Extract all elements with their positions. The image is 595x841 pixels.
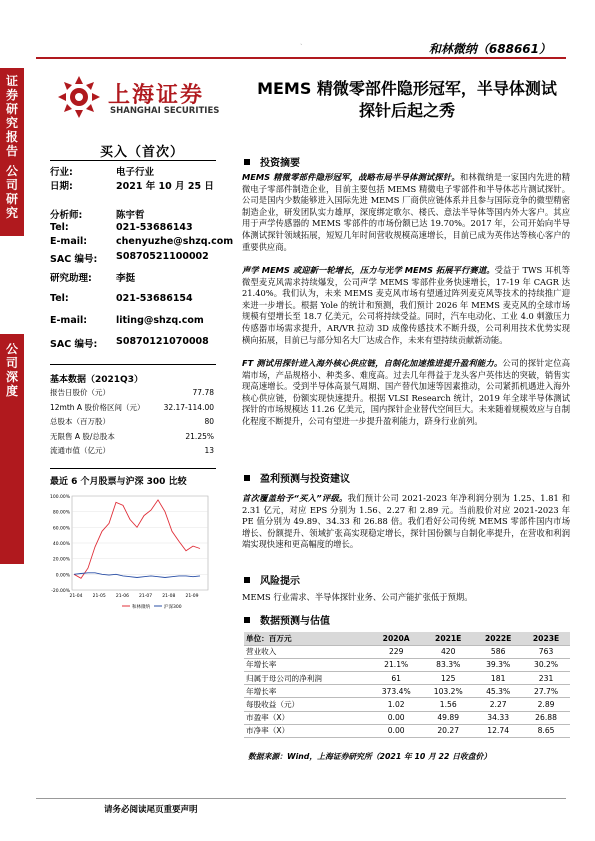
price-chart bbox=[48, 490, 214, 616]
paragraph-1-lead: MEMS 精微零部件隐形冠军，战略布局半导体测试探针。 bbox=[242, 172, 460, 182]
chart-legend-label: 和林微纳 bbox=[132, 605, 150, 610]
key-data-value: 21.25% bbox=[185, 431, 214, 441]
chart-ytick-label: 20.00% bbox=[52, 557, 70, 563]
info-key: Tel: bbox=[50, 222, 69, 233]
table-row-label: 年增长率 bbox=[246, 660, 277, 670]
table-row bbox=[244, 685, 570, 698]
table-cell: 2.89 bbox=[537, 700, 555, 710]
chart-series-line bbox=[74, 573, 200, 578]
table-cell: 1.02 bbox=[387, 700, 405, 710]
table-source: 数据来源：Wind，上海证券研究所（2021 年 10 月 22 日收盘价） bbox=[248, 752, 492, 761]
info-value: S0870121070008 bbox=[116, 336, 209, 347]
key-data-row bbox=[50, 430, 214, 444]
info-value: 021-53686143 bbox=[116, 222, 193, 233]
report-title-line1: MEMS 精微零部件隐形冠军，半导体测试 bbox=[257, 79, 557, 98]
table-cell: 420 bbox=[440, 647, 456, 657]
table-cell: 763 bbox=[538, 647, 554, 657]
info-key: 行业: bbox=[50, 167, 73, 178]
paragraph-4-body: 我们预计公司 2021-2023 年净利润分别为 1.25、1.81 和 2.31 亿元，对应 EPS 分别为 1.56、2.27 和 2.89 元。当前股价对应 2021-2023 年 PE 值分别为 49.89、34.33 和 26.88 倍。我们看好公司传统 MEMS 零部件国内市场增长、份额提升、领域扩张高实现稳定增长，探针国份额与自制化率提升，在营收和利润端实现快速和更高幅度的增长。 bbox=[242, 493, 570, 550]
bullet-square-icon bbox=[244, 577, 250, 583]
table-cell: 61 bbox=[391, 673, 402, 683]
table-cell: 21.1% bbox=[384, 660, 409, 670]
info-value: 李挺 bbox=[116, 273, 136, 284]
chart-xtick-label: 21-09 bbox=[185, 594, 199, 599]
rating-rule bbox=[50, 160, 216, 161]
table-row bbox=[244, 672, 570, 685]
table-cell: 229 bbox=[388, 647, 404, 657]
info-value[interactable]: chenyuzhe@shzq.com bbox=[116, 236, 234, 247]
section-table bbox=[244, 612, 330, 627]
table-cell: 49.89 bbox=[437, 713, 460, 723]
table-cell: 0.00 bbox=[387, 726, 405, 736]
paragraph-4-lead: 首次覆盖给予“买入”评级。 bbox=[242, 493, 348, 503]
section-summary-title: 投资摘要 bbox=[260, 158, 300, 169]
key-data-row bbox=[50, 415, 214, 429]
paragraph-2 bbox=[242, 265, 570, 346]
logo-emblem-icon bbox=[56, 74, 102, 120]
key-data-value: 77.78 bbox=[192, 388, 214, 397]
sidebar-bottom-band bbox=[0, 334, 24, 564]
info-value: 2021 年 10 月 25 日 bbox=[116, 181, 214, 192]
sidebar-gap bbox=[0, 236, 24, 334]
report-title bbox=[242, 78, 572, 122]
info-rule bbox=[50, 364, 216, 365]
sidebar-label-report: 证券研究报告 bbox=[5, 74, 18, 158]
key-data-label: 报告日股价（元） bbox=[50, 388, 110, 397]
chart-xtick-label: 21-05 bbox=[92, 594, 106, 599]
table-cell: 103.2% bbox=[433, 686, 463, 696]
table-row bbox=[244, 698, 570, 711]
table-header-cell: 2021E bbox=[422, 632, 474, 645]
table-cell: 0.00 bbox=[387, 713, 405, 723]
table-cell: 1.56 bbox=[439, 700, 457, 710]
info-key: SAC 编号: bbox=[50, 254, 98, 265]
table-cell: 231 bbox=[538, 673, 554, 683]
section-table-title: 数据预测与估值 bbox=[260, 616, 330, 627]
info-key: 分析师: bbox=[50, 210, 83, 221]
table-cell: 27.7% bbox=[533, 686, 559, 696]
table-row bbox=[244, 711, 570, 724]
paragraph-2-body: 受益于 TWS 耳机等微型麦克风需求持续爆发，公司声学 MEMS 零部件业务快速增长，17-19 年 CAGR 达 21.40%。我们认为，未来 MEMS 麦克风市场有望通过阵列麦克风等技术的持续推广迎来进一步增长。根据 Yole 的统计和预测，我们预计 2026 年 MEMS 麦克风的全球市场规模有望增长至 18.7 亿美元，公司将持续受益。同时，汽车电动化、工业 4.0 刺激压力传感器市场需求提升，AR/VR 拉动 3D 成像传感技术不断升级，公司利用技术优势实现横向拓展，目前已与部分知名大厂达成合作，未来有望持续贡献新动能。 bbox=[242, 265, 570, 345]
company-name: 和林微纳（688661） bbox=[428, 42, 551, 56]
paragraph-3-lead: FT 测试用探针进入海外核心供应链，自制化加速推进提升盈利能力。 bbox=[242, 358, 503, 368]
paragraph-3 bbox=[242, 358, 570, 428]
section-risk-title: 风险提示 bbox=[260, 576, 300, 587]
chart-ytick-label: 80.00% bbox=[52, 510, 70, 516]
table-row-label: 市净率（X） bbox=[246, 726, 290, 736]
sidebar-top-band bbox=[0, 68, 24, 236]
key-data-rule bbox=[50, 468, 216, 469]
table-header-row bbox=[244, 632, 570, 645]
chart-xtick-label: 21-08 bbox=[162, 594, 176, 599]
paragraph-2-lead: 声学 MEMS 或迎新一轮增长，压力与光学 MEMS 拓展平行赛道。 bbox=[242, 265, 495, 275]
footer-rule bbox=[36, 798, 566, 799]
table-row-label: 营业收入 bbox=[246, 647, 277, 657]
table-cell: 586 bbox=[490, 647, 506, 657]
key-data-row bbox=[50, 444, 214, 458]
info-value: 电子行业 bbox=[116, 167, 155, 178]
table-row bbox=[244, 645, 570, 658]
sidebar-label-depth: 公司深度 bbox=[5, 342, 18, 398]
table-header-cell: 2023E bbox=[522, 632, 570, 645]
table-cell: 39.3% bbox=[486, 660, 511, 670]
sidebar bbox=[0, 68, 24, 840]
table-cell: 125 bbox=[440, 673, 456, 683]
key-data-row bbox=[50, 386, 214, 400]
key-data-value: 80 bbox=[204, 417, 214, 426]
key-data-label: 无限售 A 股/总股本 bbox=[50, 431, 115, 441]
key-data-label: 总股本（百万股） bbox=[50, 417, 110, 426]
chart-ytick-label: 0.00% bbox=[55, 573, 70, 579]
table-row-label: 市盈率（X） bbox=[246, 713, 290, 723]
info-key: Tel: bbox=[50, 293, 69, 304]
table-cell: 181 bbox=[490, 673, 506, 683]
chart-ytick-label: 40.00% bbox=[52, 542, 70, 547]
table-header-cell: 单位：百万元 bbox=[244, 632, 370, 645]
table-cell: 12.74 bbox=[487, 726, 510, 736]
bullet-square-icon bbox=[244, 159, 250, 165]
table-cell: 373.4% bbox=[381, 686, 411, 696]
table-row bbox=[244, 658, 570, 671]
section-forecast bbox=[244, 470, 350, 485]
logo-text-cn: 上海证券 bbox=[108, 83, 205, 108]
info-key: SAC 编号: bbox=[50, 339, 98, 350]
table-row-label: 年增长率 bbox=[246, 686, 277, 696]
chart-xtick-label: 21-07 bbox=[139, 594, 153, 599]
table-header-cell: 2022E bbox=[474, 632, 522, 645]
rating: 买入（首次） bbox=[100, 145, 185, 160]
forecast-table bbox=[244, 632, 570, 738]
key-data-title: 基本数据（2021Q3） bbox=[50, 375, 143, 385]
sidebar-label-company: 公司研究 bbox=[5, 164, 18, 220]
info-value: S0870521100002 bbox=[116, 251, 209, 262]
table-cell: 20.27 bbox=[437, 726, 460, 736]
paragraph-4 bbox=[242, 493, 570, 551]
chart-ytick-label: -20.00% bbox=[51, 589, 70, 594]
table-cell: 83.3% bbox=[436, 660, 461, 670]
key-data-row bbox=[50, 401, 214, 415]
bullet-square-icon bbox=[244, 475, 250, 481]
chart-legend-label: 沪深300 bbox=[164, 605, 182, 610]
report-title-line2: 探针后起之秀 bbox=[358, 101, 455, 120]
footer-disclaimer: 请务必阅读尾页重要声明 bbox=[104, 805, 198, 815]
table-cell: 26.88 bbox=[535, 713, 557, 723]
chart-ytick-label: 60.00% bbox=[52, 526, 70, 532]
section-summary bbox=[244, 154, 300, 169]
table-cell: 2.27 bbox=[489, 700, 507, 710]
chart-xtick-label: 21-04 bbox=[69, 594, 83, 599]
paragraph-1-body: 和林微纳是一家国内先进的精微电子零部件制造企业，目前主要包括 MEMS 精微电子零部件和半导体芯片测试探针。公司是国内少数能够进入国际先进 MEMS 厂商供应链体系并且参与国际竞争的微型精密制造企业，研发团队实力雄厚，深度绑定歌尔、楼氏、意法半导体等国内外大客户。其应用于声学传感器的 MEMS 零部件的市场份额已达 19.70%。2017 年，公司开始向半导体测试探针领域拓展，短短几年时间营收规模高速增长，目前已成为英伟达等核心客户的重要供应商。 bbox=[242, 172, 570, 252]
info-key: E-mail: bbox=[50, 315, 88, 326]
logo-text-en: SHANGHAI SECURITIES bbox=[110, 106, 220, 116]
info-key: 研究助理: bbox=[50, 273, 92, 284]
key-data-label: 12mth A 股价格区间（元） bbox=[50, 402, 145, 412]
table-cell: 45.3% bbox=[486, 686, 511, 696]
key-data-label: 流通市值（亿元） bbox=[50, 446, 110, 455]
paragraph-1 bbox=[242, 172, 570, 253]
info-key: 日期: bbox=[50, 181, 73, 192]
bullet-square-icon bbox=[244, 617, 250, 623]
price-chart-title: 最近 6 个月股票与沪深 300 比较 bbox=[50, 477, 187, 487]
key-data-value: 32.17-114.00 bbox=[163, 402, 214, 412]
section-risk bbox=[244, 572, 300, 587]
table-cell: 30.2% bbox=[533, 660, 559, 670]
paragraph-3-body: 公司的探针定位高端市场，产品规格小、种类多、难度高。过去几年得益于龙头客户英伟达的突破，销售实现高速增长。受到半导体高景气周期、国产替代加速等因素推动，公司紧抓机遇进入海外核心供应链，份额实现快速提升。根据 VLSI Research 统计，2019 年全球半导体测试探针的市场规模达 11.26 亿美元，国内探针企业替代空间巨大。未来随着规模效应与自制化程度不断提升，公司有望进一步提升盈利能力，跻身行业前列。 bbox=[242, 358, 570, 426]
table-row-label: 归属于母公司的净利润 bbox=[246, 673, 322, 683]
table-row bbox=[244, 724, 570, 737]
paragraph-5-body: MEMS 行业需求、半导体探针业务、公司产能扩张低于预期。 bbox=[242, 592, 473, 602]
chart-ytick-label: 100.00% bbox=[49, 495, 70, 500]
info-key: E-mail: bbox=[50, 236, 88, 247]
paragraph-5 bbox=[242, 592, 570, 604]
table-row-label: 每股收益（元） bbox=[246, 700, 300, 710]
chart-xtick-label: 21-06 bbox=[115, 594, 129, 599]
header-mark: ` bbox=[300, 44, 303, 51]
section-forecast-title: 盈利预测与投资建议 bbox=[260, 474, 350, 485]
logo bbox=[56, 74, 226, 124]
info-value: 021-53686154 bbox=[116, 293, 193, 304]
info-value[interactable]: liting@shzq.com bbox=[116, 315, 204, 326]
table-cell: 8.65 bbox=[537, 726, 555, 736]
key-data-value: 13 bbox=[204, 446, 214, 455]
table-header-cell: 2020A bbox=[370, 632, 422, 645]
table-cell: 34.33 bbox=[487, 713, 510, 723]
info-value: 陈宇哲 bbox=[116, 210, 145, 221]
header-rule bbox=[36, 57, 566, 59]
